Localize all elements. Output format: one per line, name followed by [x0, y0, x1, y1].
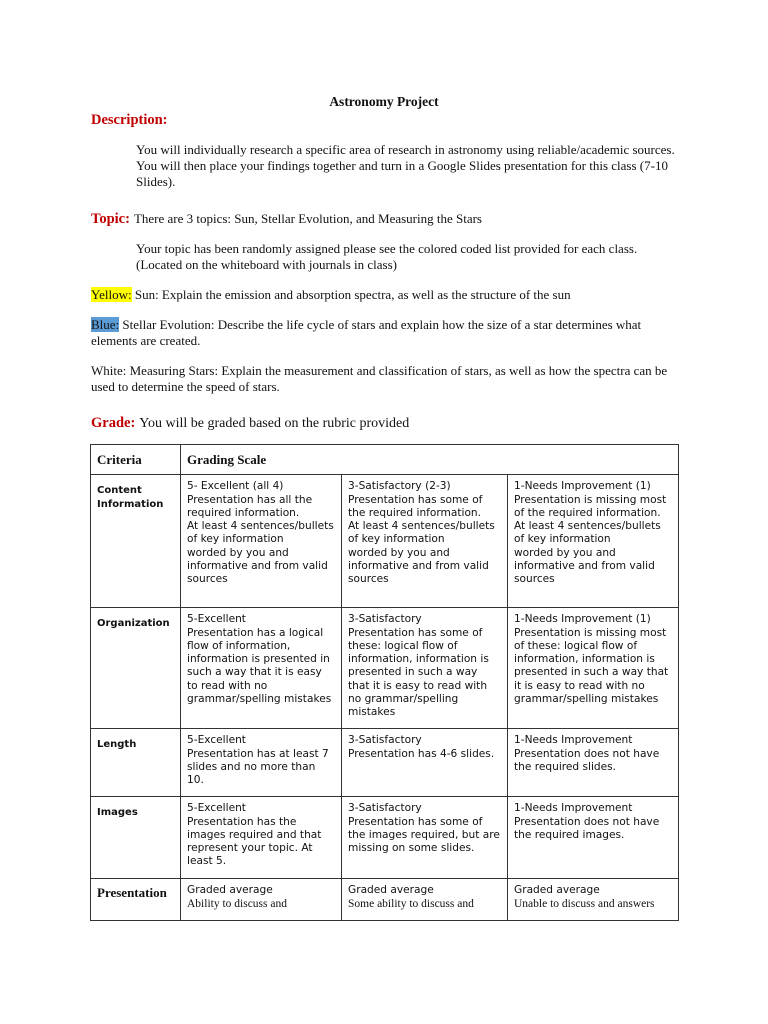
- grade-label: Grade:: [91, 415, 136, 431]
- cell-line: 1-Needs Improvement: [514, 802, 633, 815]
- criterion-presentation: Presentation: [91, 879, 181, 921]
- description-label: Description:: [91, 112, 168, 128]
- yellow-text: Sun: Explain the emission and absorption spectra, as well as the structure of the sun: [134, 287, 571, 302]
- cell-line: 5-Excellent: [187, 613, 246, 626]
- cell-line: Presentation has some of the images required, but are missing on some slides.: [348, 815, 504, 855]
- cell-satisfactory: [342, 729, 508, 797]
- cell-line: Presentation is missing most of the required information.: [514, 493, 670, 519]
- grade-text: You will be graded based on the rubric provided: [139, 416, 410, 431]
- cell-line: Presentation has a logical flow of information, information is presented in such a way that it is easy to read with no grammar/spelling mistakes: [187, 626, 334, 706]
- cell-needs-improvement: [508, 879, 679, 921]
- cell-satisfactory: [342, 608, 508, 729]
- rubric-row-length: [91, 729, 679, 797]
- grade-line: [91, 414, 409, 432]
- cell-line: Presentation has at least 7 slides and no more than 10.: [187, 747, 333, 787]
- cell-line: Presentation has some of the required information.: [348, 493, 486, 519]
- rubric-row-organization: [91, 608, 679, 729]
- criterion-organization: Organization: [91, 608, 181, 729]
- cell-line: 3-Satisfactory: [348, 613, 422, 626]
- cell-line: Presentation does not have the required slides.: [514, 747, 663, 773]
- cell-line: Presentation has some of these: logical flow of information, information is presented in such a way that it is easy to read with no grammar/spelling mistakes: [348, 626, 493, 719]
- cell-needs-improvement: [508, 608, 679, 729]
- document-title: Astronomy Project: [329, 94, 439, 109]
- cell-line: Graded average: [187, 884, 273, 897]
- cell-line: Some ability to discuss and: [348, 897, 474, 910]
- cell-satisfactory: [342, 879, 508, 921]
- cell-line: At least 4 sentences/bullets of key information: [348, 520, 499, 546]
- rubric-row-content: [91, 475, 679, 608]
- cell-needs-improvement: [508, 729, 679, 797]
- cell-line: Presentation has the images required and that represent your topic. At least 5.: [187, 815, 325, 868]
- cell-line: worded by you and informative and from valid sources: [514, 546, 659, 586]
- yellow-topic: [91, 287, 571, 303]
- assigned-text: Your topic has been randomly assigned please see the colored coded list provided for each class. (Located on the whiteboard with journals in class): [136, 241, 638, 272]
- cell-line: 1-Needs Improvement (1): [514, 613, 651, 626]
- blue-topic: [91, 317, 679, 349]
- rubric-row-images: [91, 797, 679, 879]
- cell-line: Presentation is missing most of these: logical flow of information, information is presented in such a way that it is easy to read with no grammar/spelling mistakes: [514, 626, 672, 706]
- description-text: You will individually research a specific area of research in astronomy using reliable/academic sources. You will then place your findings together and turn in a Google Slides presentation for this class (7-10 Slides).: [136, 142, 675, 189]
- criterion-images: Images: [91, 797, 181, 879]
- cell-line: Presentation has 4-6 slides.: [348, 747, 495, 760]
- cell-line: worded by you and informative and from valid sources: [187, 546, 332, 586]
- criterion-content-information: Content Information: [91, 475, 181, 608]
- cell-line: Unable to discuss and answers: [514, 897, 655, 910]
- blue-text: Stellar Evolution: Describe the life cycle of stars and explain how the size of a star determines what elements are created.: [91, 317, 642, 348]
- cell-line: 3-Satisfactory (2-3): [348, 480, 451, 493]
- cell-excellent: [181, 797, 342, 879]
- header-grading-scale: Grading Scale: [181, 445, 679, 475]
- cell-line: 5-Excellent: [187, 734, 246, 747]
- cell-line: 1-Needs Improvement (1): [514, 480, 651, 493]
- cell-excellent: [181, 729, 342, 797]
- rubric-table: [90, 444, 679, 921]
- cell-line: Ability to discuss and: [187, 897, 287, 910]
- cell-line: Graded average: [348, 884, 434, 897]
- topic-text: There are 3 topics: Sun, Stellar Evolution, and Measuring the Stars: [133, 211, 482, 226]
- header-criteria: Criteria: [91, 445, 181, 475]
- cell-excellent: [181, 608, 342, 729]
- cell-line: Presentation does not have the required images.: [514, 815, 663, 841]
- cell-line: At least 4 sentences/bullets of key information: [187, 520, 338, 546]
- cell-needs-improvement: [508, 475, 679, 608]
- cell-line: 5- Excellent (all 4): [187, 480, 284, 493]
- cell-line: 3-Satisfactory: [348, 802, 422, 815]
- blue-label: Blue:: [91, 317, 120, 332]
- cell-line: 3-Satisfactory: [348, 734, 422, 747]
- cell-needs-improvement: [508, 797, 679, 879]
- topic-label: Topic:: [91, 211, 130, 227]
- cell-excellent: [181, 879, 342, 921]
- cell-line: Presentation has all the required information.: [187, 493, 316, 519]
- cell-excellent: [181, 475, 342, 608]
- white-topic: White: Measuring Stars: Explain the measurement and classification of stars, as well as how the spectra can be used to determine the speed of stars.: [91, 363, 668, 394]
- cell-line: 1-Needs Improvement: [514, 734, 633, 747]
- rubric-header-row: [91, 445, 679, 475]
- cell-line: 5-Excellent: [187, 802, 246, 815]
- cell-line: Graded average: [514, 884, 600, 897]
- topic-line: [91, 210, 482, 228]
- cell-satisfactory: [342, 475, 508, 608]
- cell-satisfactory: [342, 797, 508, 879]
- cell-line: At least 4 sentences/bullets of key information: [514, 520, 665, 546]
- criterion-length: Length: [91, 729, 181, 797]
- cell-line: worded by you and informative and from valid sources: [348, 546, 493, 586]
- yellow-label: Yellow:: [91, 287, 132, 302]
- rubric-row-presentation: [91, 879, 679, 921]
